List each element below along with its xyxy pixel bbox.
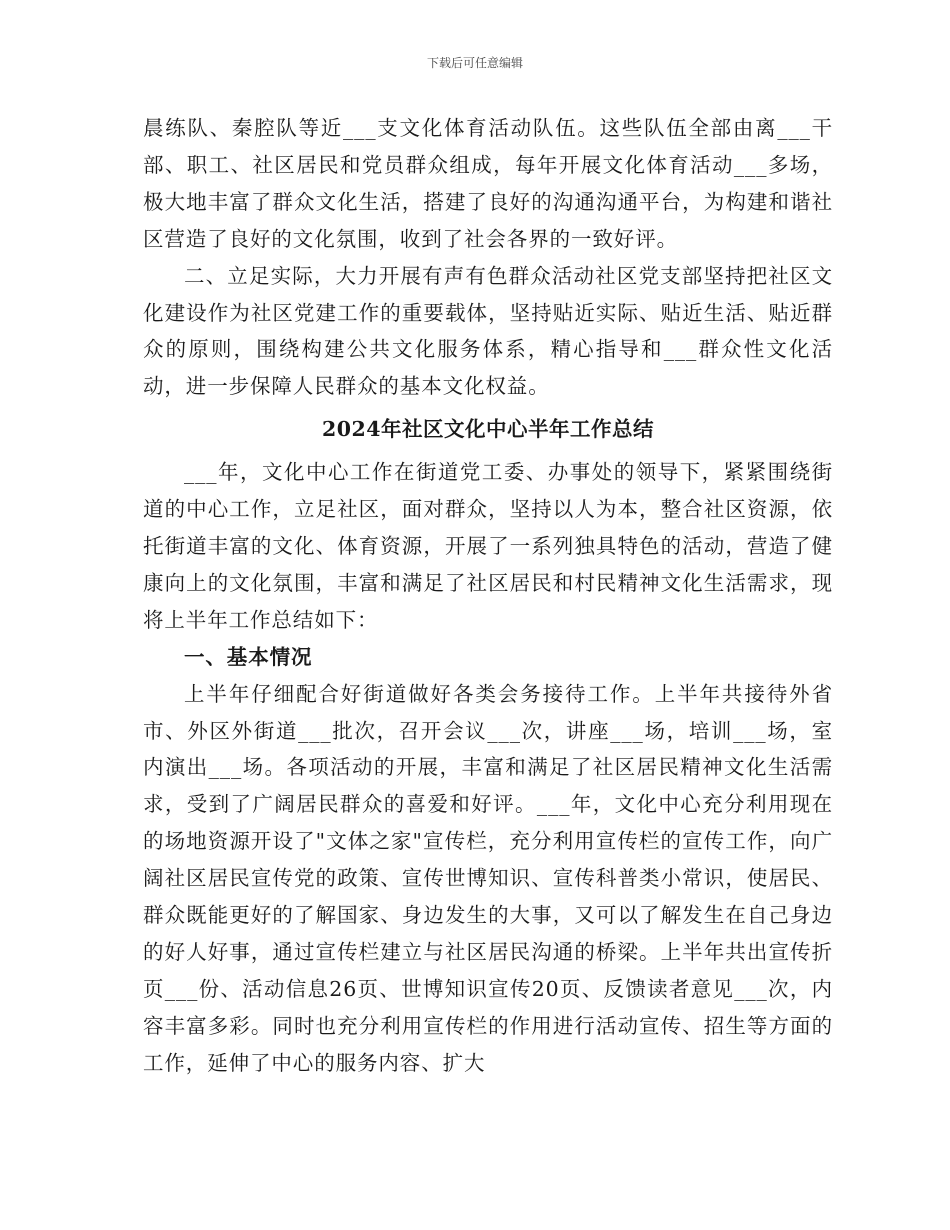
paragraph-continuation: 晨练队、秦腔队等近___支文化体育活动队伍。这些队伍全部由离___干部、职工、社区居民和党员群众组成，每年开展文化体育活动___多场，极大地丰富了群众文化生活，搭建了良好的沟通沟通平台，为构建和谐社区营造了良好的文化氛围，收到了社会各界的一致好评。 [143,116,833,251]
paragraph-intro: ___年，文化中心工作在街道党工委、办事处的领导下，紧紧围绕街道的中心工作，立足社区，面对群众，坚持以人为本，整合社区资源，依托街道丰富的文化、体育资源，开展了一系列独具特色的活动，营造了健康向上的文化氛围，丰富和满足了社区居民和村民精神文化生活需求，现将上半年工作总结如下： [143,460,833,632]
paragraph-basic-situation: 上半年仔细配合好街道做好各类会务接待工作。上半年共接待外省市、外区外街道___批次，召开会议___次，讲座___场，培训___场，室内演出___场。各项活动的开展，丰富和满足了社区居民精神文化生活需求，受到了广阔居民群众的喜爱和好评。___年，文化中心充分利用现在的场地资源开设了"文体之家"宣传栏，充分利用宣传栏的宣传工作，向广阔社区居民宣传党的政策、宣传世博知识、宣传科普类小常识，使居民、群众既能更好的了解国家、身边发生的大事，又可以了解发生在自己身边的好人好事，通过宣传栏建立与社区居民沟通的桥梁。上半年共出宣传折页___份、活动信息26页、世博知识宣传20页、反馈读者意见___次，内容丰富多彩。同时也充分利用宣传栏的作用进行活动宣传、招生等方面的工作，延伸了中心的服务内容、扩大 [143,681,833,1075]
paragraph-section-two: 二、立足实际，大力开展有声有色群众活动社区党支部坚持把社区文化建设作为社区党建工作的重要载体，坚持贴近实际、贴近生活、贴近群众的原则，围绕构建公共文化服务体系，精心指导和___群众性文化活动，进一步保障人民群众的基本文化权益。 [143,263,833,399]
page-header-note: 下载后可任意编辑 [426,56,523,70]
section-heading-basic: 一、基本情况 [184,644,313,669]
document-title: 2024年社区文化中心半年工作总结 [321,417,655,442]
document-body [143,110,833,1082]
